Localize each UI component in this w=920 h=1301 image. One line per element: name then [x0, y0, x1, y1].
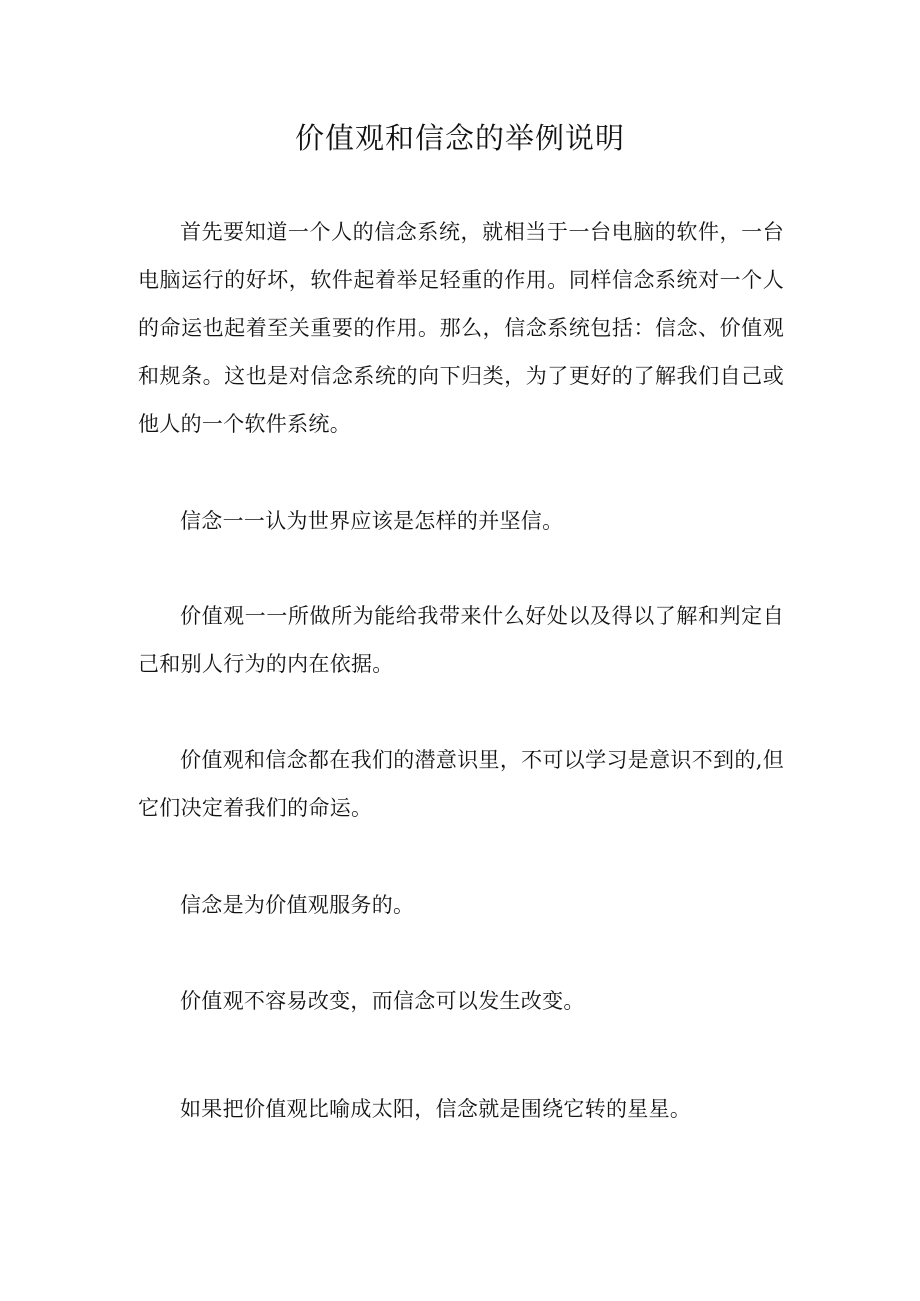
paragraph-subconscious: 价值观和信念都在我们的潜意识里，不可以学习是意识不到的,但它们决定着我们的命运。 [138, 748, 784, 820]
paragraph-change: 价值观不容易改变，而信念可以发生改变。 [180, 989, 585, 1013]
paragraph-sun-metaphor: 如果把价值观比喻成太阳，信念就是围绕它转的星星。 [180, 1097, 692, 1121]
paragraph-belief-system: 首先要知道一个人的信念系统，就相当于一台电脑的软件，一台电脑运行的好坏，软件起着举足轻重的作用。同样信念系统对一个人的命运也起着至关重要的作用。那么，信念系统包括：信念、价值观和规条。这也是对信念系统的向下归类，为了更好的了解我们自己或他人的一个软件系统。 [138, 220, 784, 436]
paragraph-belief-serves-values: 信念是为价值观服务的。 [180, 893, 415, 917]
paragraph-values-definition: 价值观一一所做所为能给我带来什么好处以及得以了解和判定自己和别人行为的内在依据。 [138, 604, 784, 676]
document-title: 价值观和信念的举例说明 [294, 121, 625, 155]
paragraph-belief-definition: 信念一一认为世界应该是怎样的并坚信。 [180, 509, 564, 533]
